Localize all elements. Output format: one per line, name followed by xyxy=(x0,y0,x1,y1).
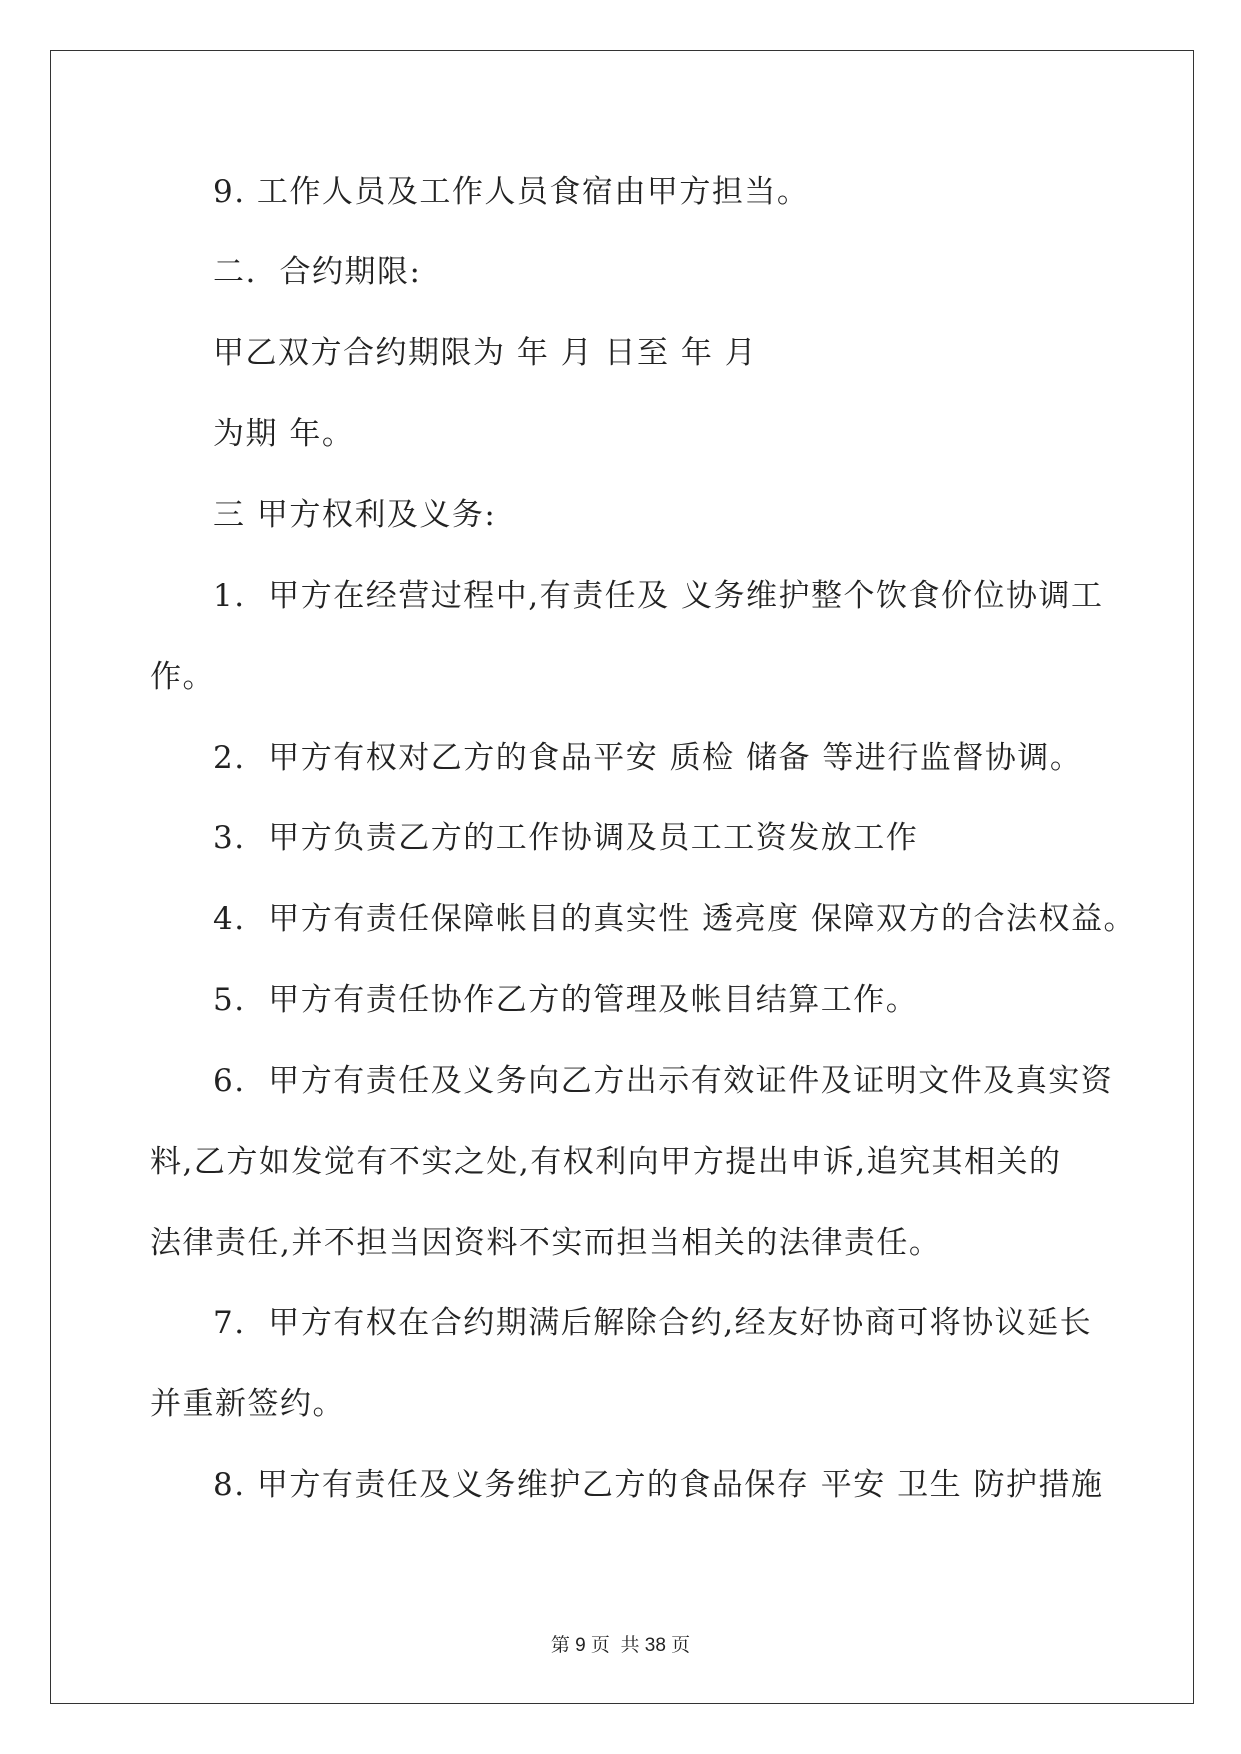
contract-term-line: 甲乙双方合约期限为 年 月 日至 年 月 xyxy=(213,335,758,371)
clause-6-line-1: 6. 甲方有责任及义务向乙方出示有效证件及证明文件及真实资 xyxy=(213,1063,1114,1099)
clause-7-line-2: 并重新签约。 xyxy=(150,1386,345,1422)
clause-3: 3. 甲方负责乙方的工作协调及员工工资发放工作 xyxy=(213,820,919,856)
page-border xyxy=(50,50,1194,1704)
clause-6-line-2: 料,乙方如发觉有不实之处,有权利向甲方提出申诉,追究其相关的 xyxy=(150,1144,1062,1180)
clause-2: 2. 甲方有权对乙方的食品平安 质检 储备 等进行监督协调。 xyxy=(213,740,1083,776)
clause-8-line-1: 8. 甲方有责任及义务维护乙方的食品保存 平安 卫生 防护措施 xyxy=(213,1467,1104,1503)
clause-1-line-2: 作。 xyxy=(150,659,215,695)
clause-4: 4. 甲方有责任保障帐目的真实性 透亮度 保障双方的合法权益。 xyxy=(213,901,1136,937)
clause-1-line-1: 1. 甲方在经营过程中,有责任及 义务维护整个饮食价位协调工 xyxy=(213,578,1104,614)
contract-duration-line: 为期 年。 xyxy=(213,416,355,452)
section-2-heading: 二. 合约期限: xyxy=(213,254,422,290)
section-3-heading: 三 甲方权利及义务: xyxy=(213,497,497,533)
page-number-footer: 第 9 页 共 38 页 xyxy=(550,1635,691,1656)
clause-7-line-1: 7. 甲方有权在合约期满后解除合约,经友好协商可将协议延长 xyxy=(213,1305,1093,1341)
clause-6-line-3: 法律责任,并不担当因资料不实而担当相关的法律责任。 xyxy=(150,1225,942,1261)
clause-9-staff-accommodation: 9. 工作人员及工作人员食宿由甲方担当。 xyxy=(213,174,810,210)
clause-5: 5. 甲方有责任协作乙方的管理及帐目结算工作。 xyxy=(213,982,919,1018)
